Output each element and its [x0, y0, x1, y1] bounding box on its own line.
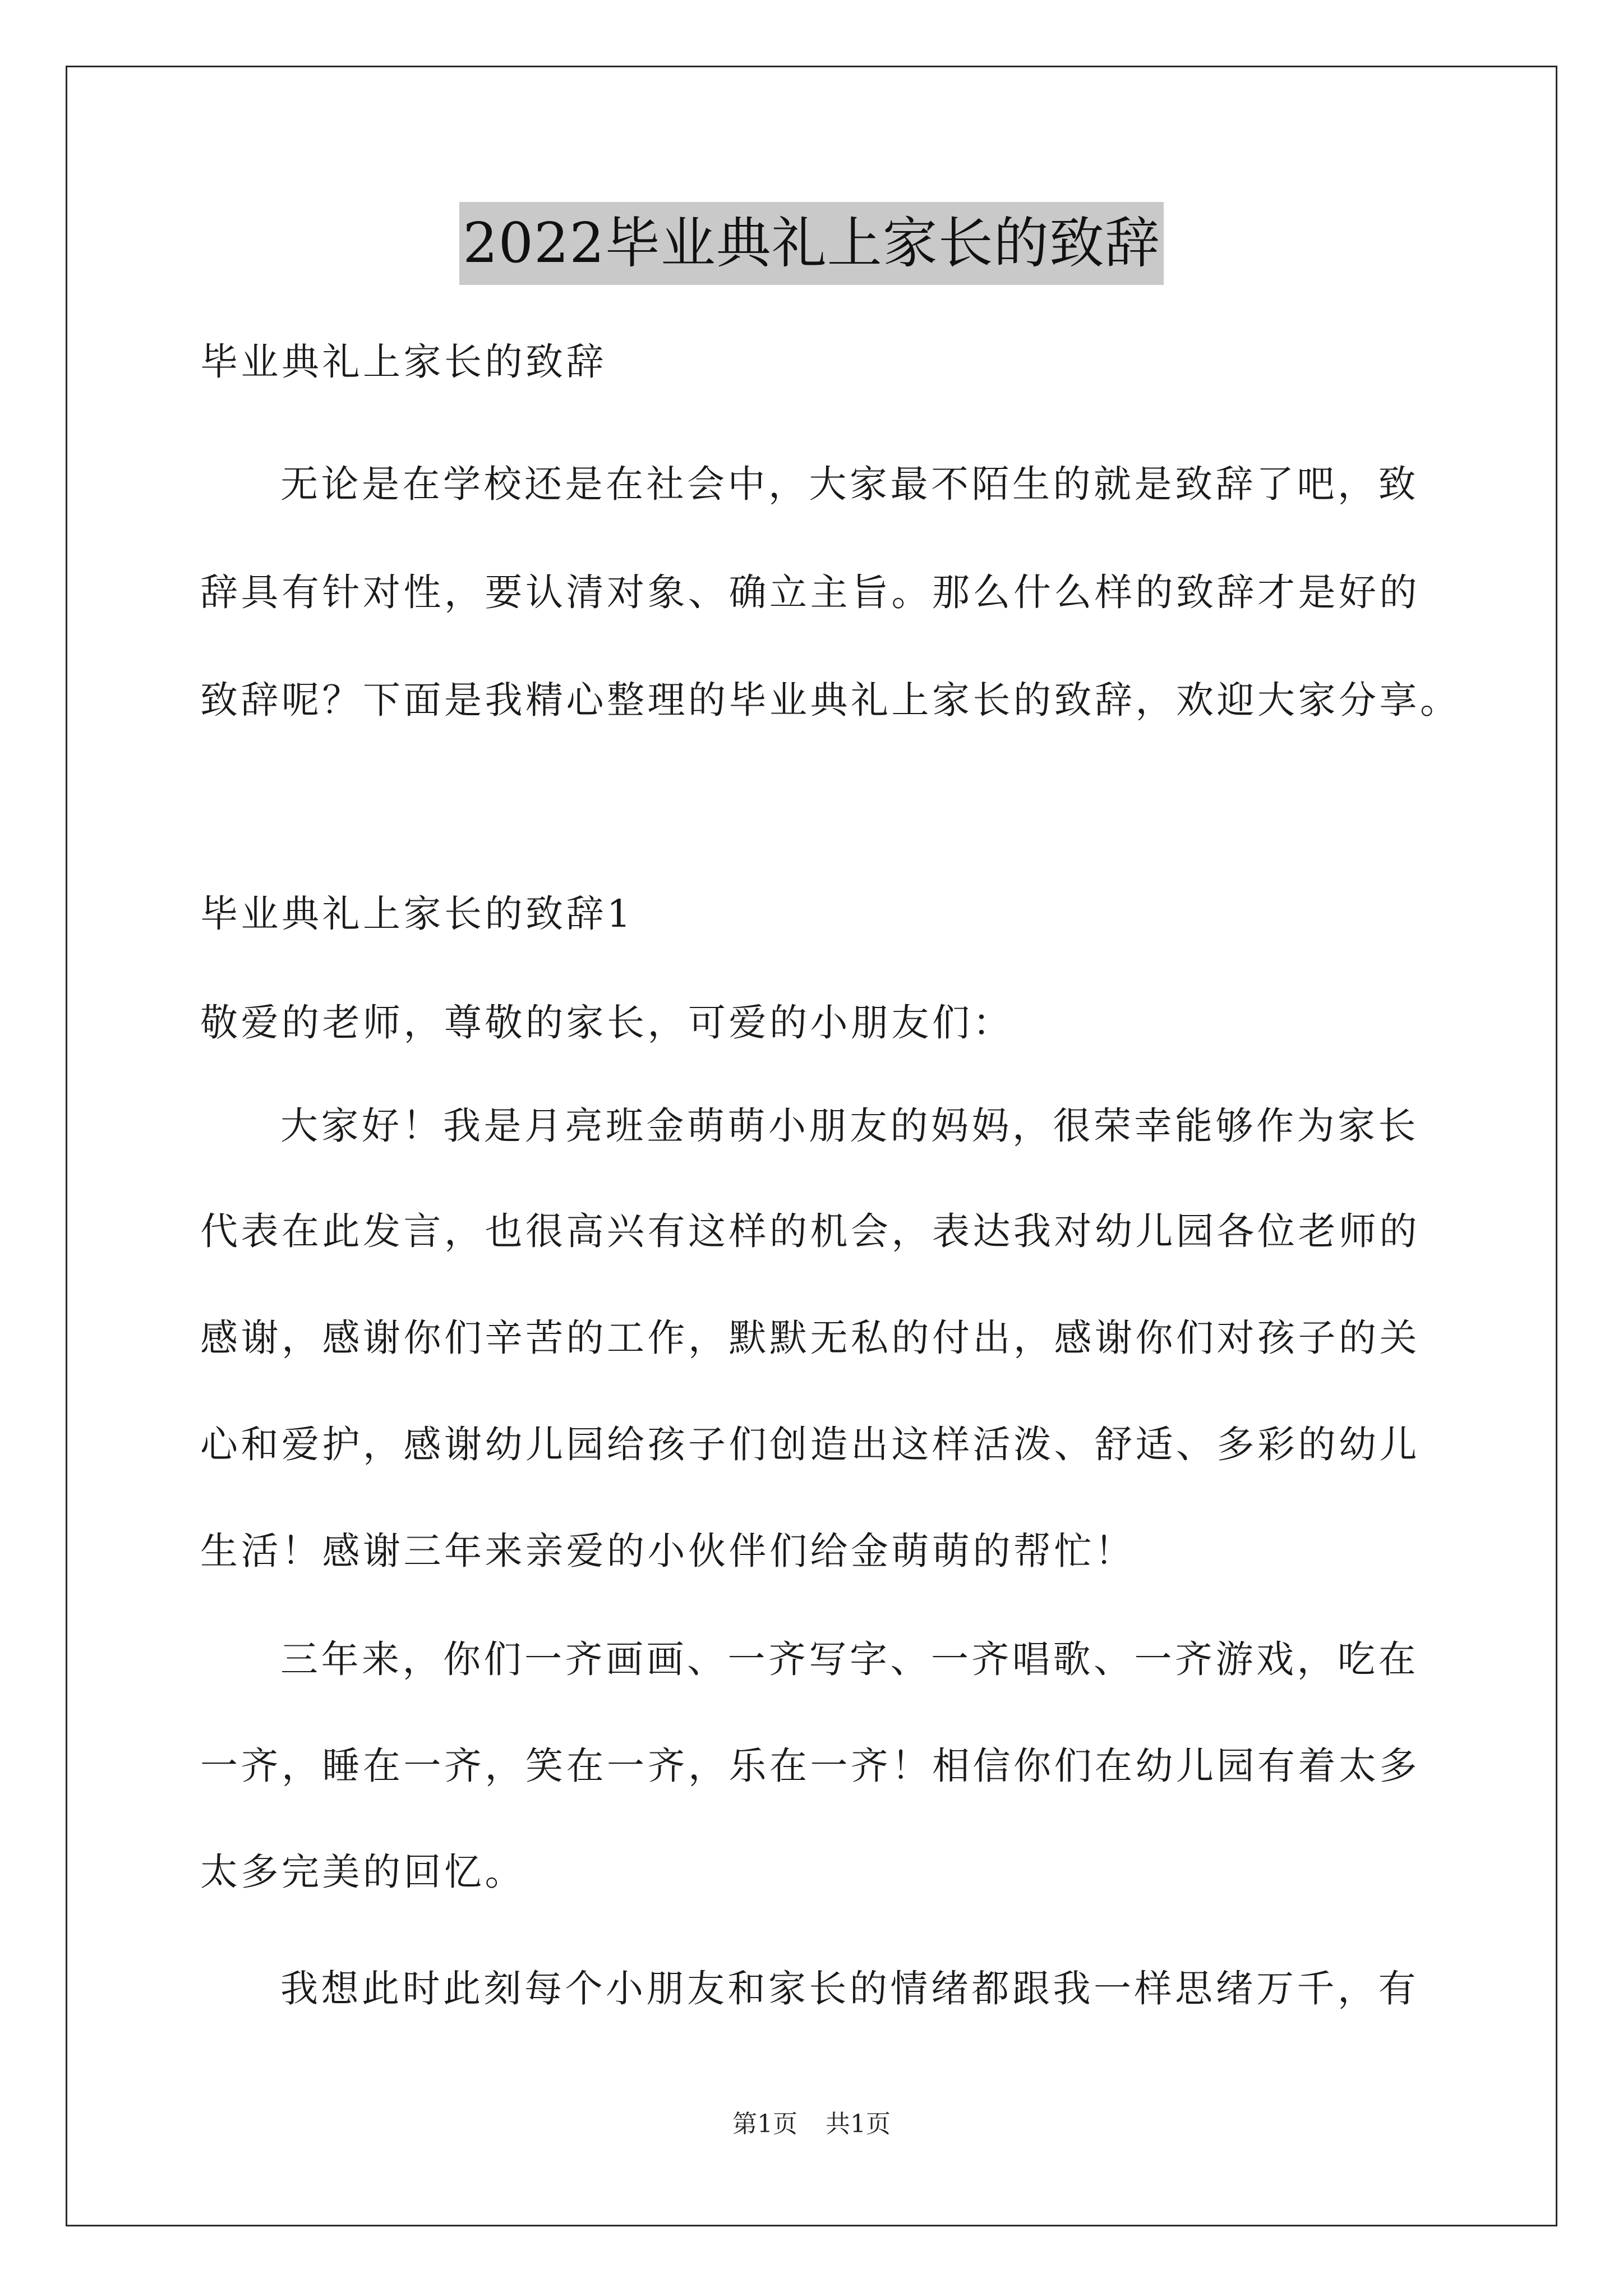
- salutation-line: 敬爱的老师，尊敬的家长，可爱的小朋友们：: [200, 1001, 1013, 1045]
- paragraph-line: 太多完美的回忆。: [200, 1850, 525, 1894]
- document-title: 2022毕业典礼上家长的致辞: [459, 202, 1163, 285]
- page-footer: [0, 2108, 1623, 2141]
- paragraph-line: 代表在此发言，也很高兴有这样的机会，表达我对幼儿园各位老师的: [200, 1209, 1420, 1253]
- paragraph-line: 感谢，感谢你们辛苦的工作，默默无私的付出，感谢你们对孩子的关: [200, 1316, 1420, 1360]
- paragraph-line: 辞具有针对性，要认清对象、确立主旨。那么什么样的致辞才是好的: [200, 570, 1420, 614]
- paragraph-line: 生活！感谢三年来亲爱的小伙伴们给金萌萌的帮忙！: [200, 1529, 1136, 1573]
- page-total: 共1页: [826, 2110, 891, 2138]
- paragraph-line: 三年来，你们一齐画画、一齐写字、一齐唱歌、一齐游戏，吃在: [280, 1637, 1419, 1681]
- section-heading: 毕业典礼上家长的致辞1: [200, 892, 634, 936]
- paragraph-line: 一齐，睡在一齐，笑在一齐，乐在一齐！相信你们在幼儿园有着太多: [200, 1744, 1420, 1788]
- page-number: 第1页: [732, 2110, 797, 2138]
- paragraph-line: 我想此时此刻每个小朋友和家长的情绪都跟我一样思绪万千，有: [280, 1967, 1419, 2010]
- paragraph-line: 致辞呢？下面是我精心整理的毕业典礼上家长的致辞，欢迎大家分享。: [200, 678, 1461, 722]
- subtitle-line: 毕业典礼上家长的致辞: [200, 340, 607, 384]
- paragraph-line: 大家好！我是月亮班金萌萌小朋友的妈妈，很荣幸能够作为家长: [280, 1104, 1419, 1148]
- paragraph-line: 无论是在学校还是在社会中，大家最不陌生的就是致辞了吧，致: [280, 462, 1419, 506]
- paragraph-line: 心和爱护，感谢幼儿园给孩子们创造出这样活泼、舒适、多彩的幼儿: [200, 1423, 1420, 1466]
- title-container: [0, 202, 1623, 285]
